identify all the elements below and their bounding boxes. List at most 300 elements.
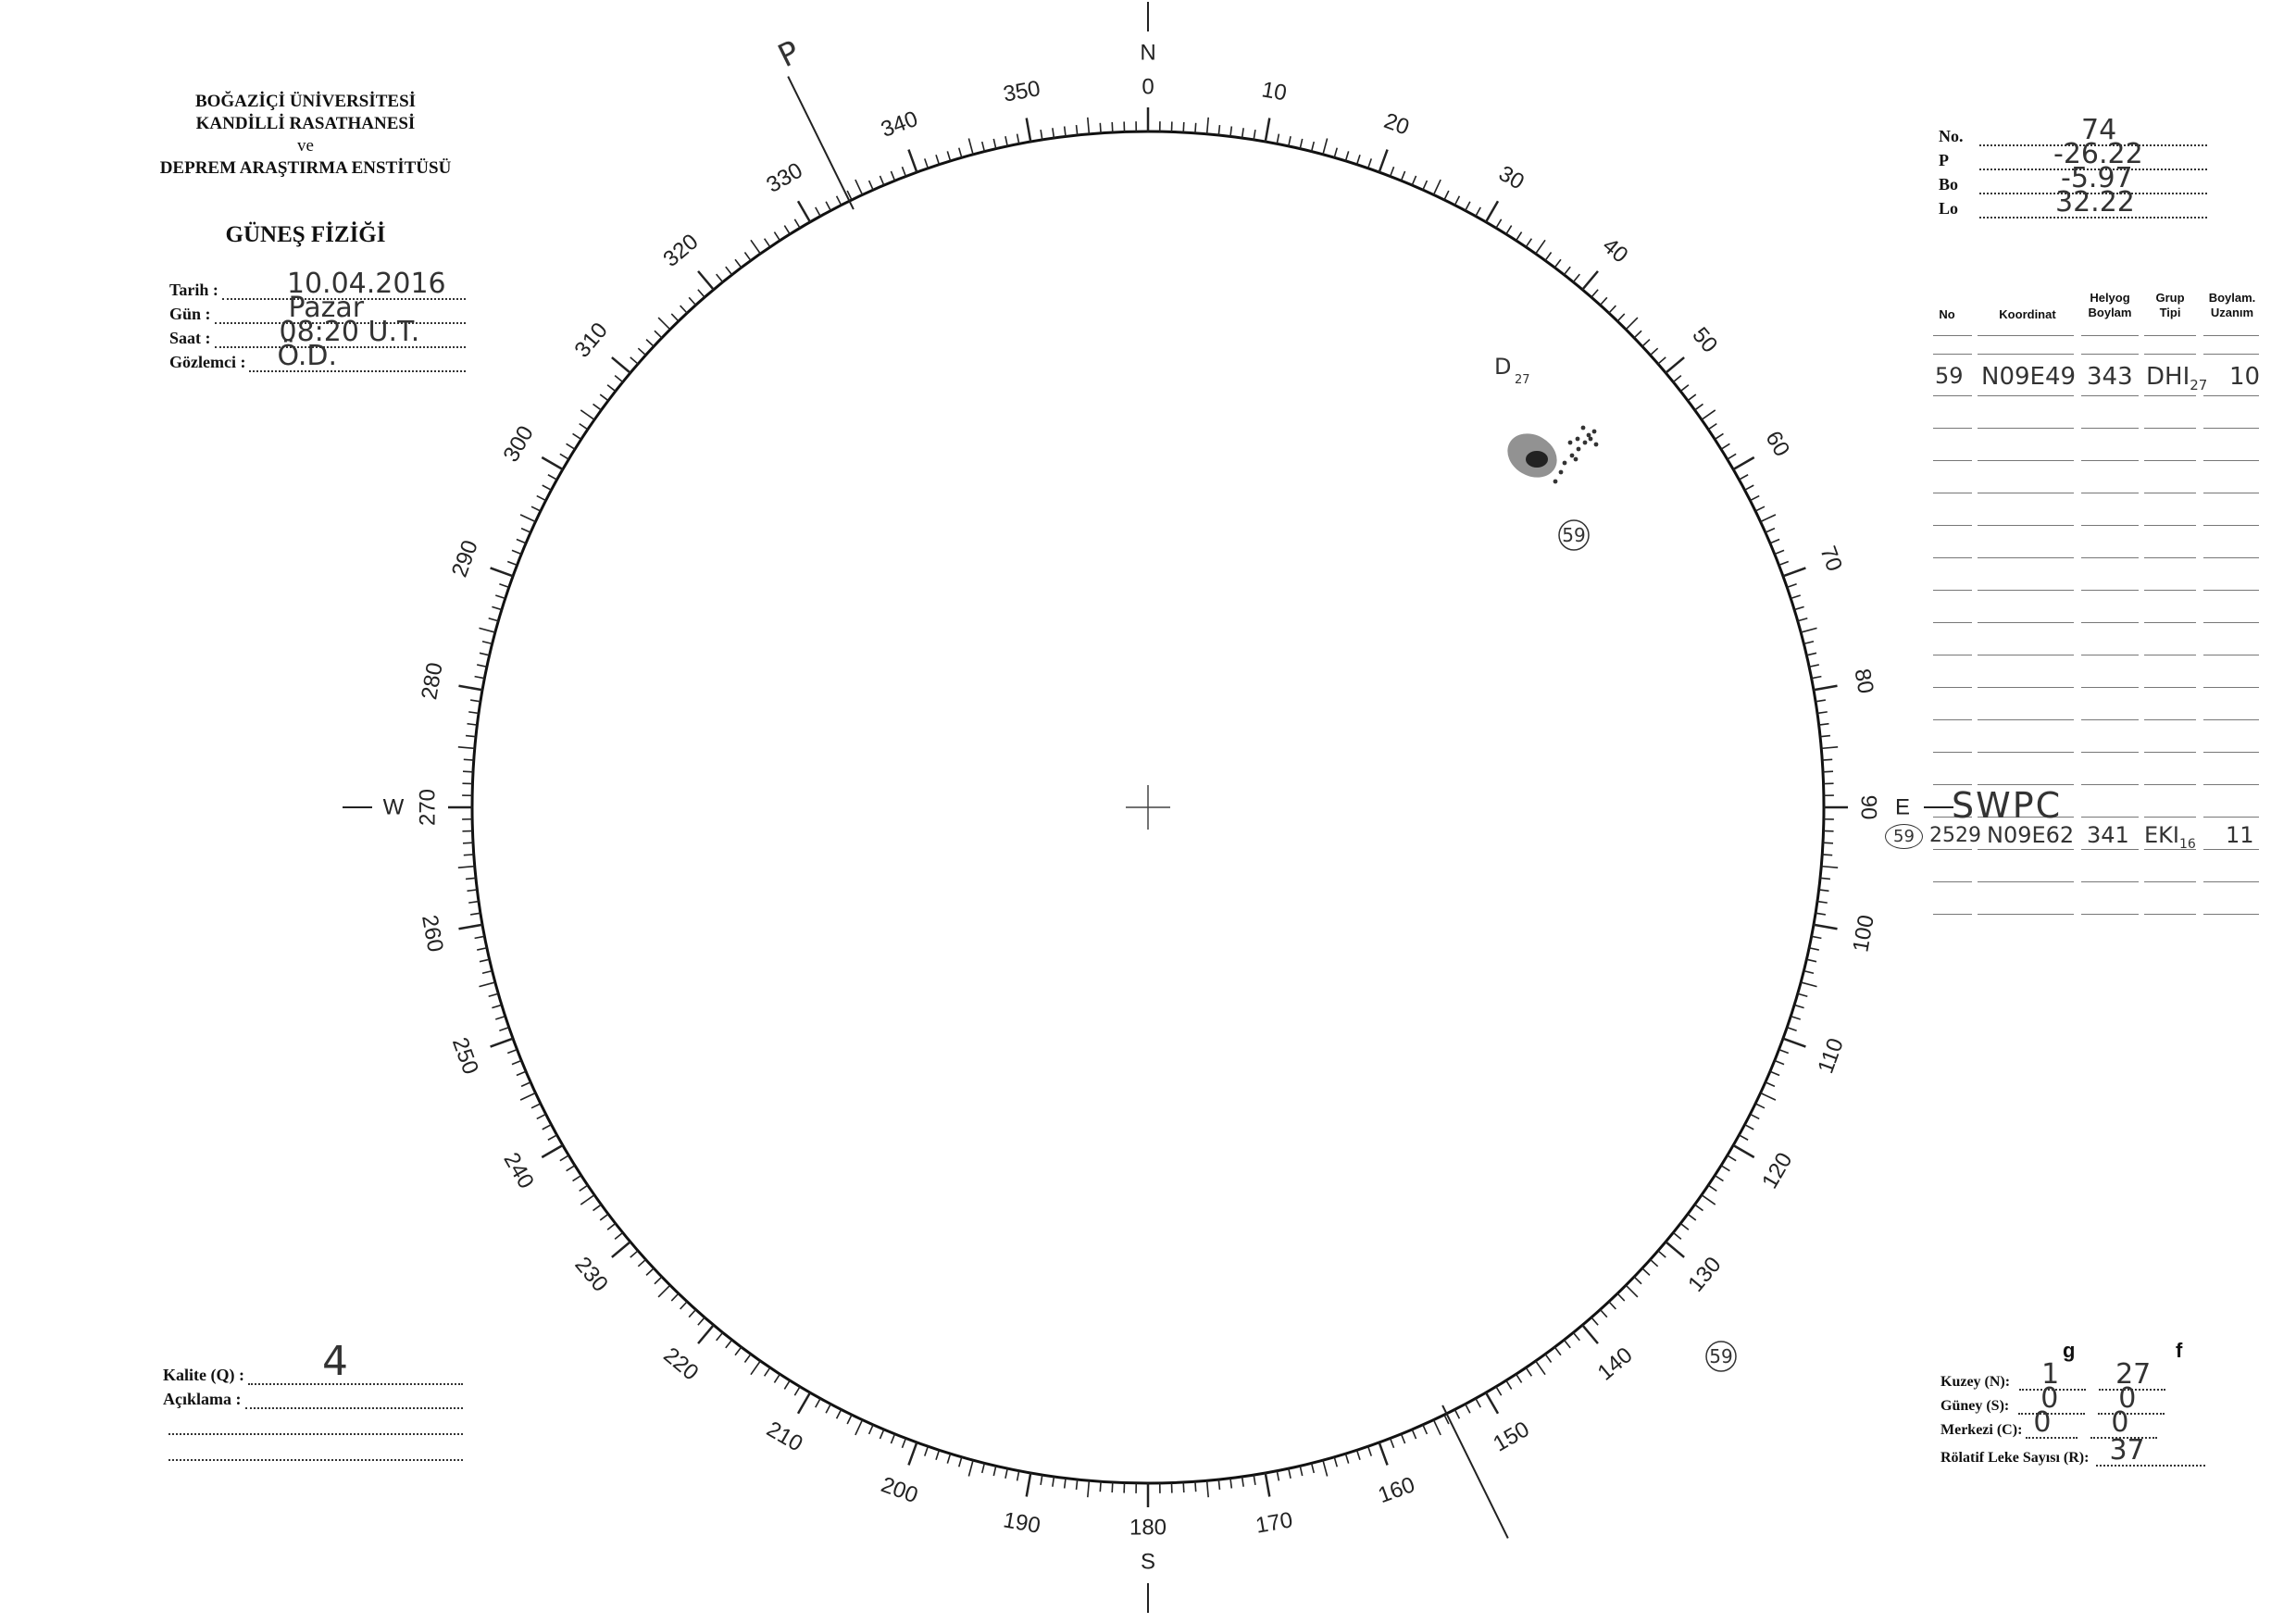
rolatif-value: 37	[2109, 1434, 2145, 1467]
limb-tick	[1715, 1176, 1723, 1181]
limb-tick	[520, 1093, 535, 1101]
limb-tick	[1088, 118, 1090, 134]
limb-tick	[1750, 1114, 1759, 1118]
limb-tick	[1702, 410, 1716, 419]
limb-tick	[1791, 1017, 1800, 1019]
limb-tick	[1609, 306, 1616, 313]
col-header-no: No	[1939, 307, 1955, 321]
degree-label: 50	[1687, 322, 1723, 358]
limb-tick	[1564, 267, 1570, 275]
limb-tick	[458, 925, 482, 930]
rolatif-label: Rölatif Leke Sayısı (R):	[1940, 1450, 2090, 1466]
limb-tick	[1819, 724, 1829, 725]
limb-tick	[726, 267, 732, 275]
limb-tick	[855, 180, 863, 194]
limb-tick	[1819, 890, 1829, 891]
limb-tick	[1379, 150, 1388, 172]
limb-tick	[1065, 1479, 1066, 1489]
sunspot-dot	[1563, 461, 1567, 466]
limb-tick	[1745, 485, 1754, 490]
limb-tick	[1041, 1475, 1042, 1485]
east-letter: E	[1894, 794, 1911, 820]
limb-tick	[1444, 191, 1449, 200]
limb-tick	[1230, 1479, 1231, 1489]
limb-tick	[794, 1387, 800, 1395]
limb-tick	[869, 181, 873, 190]
limb-tick	[891, 171, 894, 181]
limb-tick	[1761, 1093, 1776, 1101]
limb-tick	[593, 404, 602, 409]
limb-tick	[646, 1268, 654, 1276]
limb-tick	[837, 196, 842, 206]
limb-tick	[744, 253, 750, 261]
limb-tick	[735, 1347, 742, 1355]
limb-tick	[1088, 1480, 1090, 1497]
limb-tick	[1809, 665, 1819, 667]
institution-line-2: KANDİLLİ RASATHANESİ	[195, 114, 416, 133]
limb-tick	[968, 1460, 973, 1476]
limb-tick	[1526, 239, 1531, 247]
limb-tick	[680, 306, 688, 313]
limb-tick	[477, 665, 487, 667]
limb-tick	[468, 724, 478, 725]
limb-tick	[1289, 1468, 1291, 1479]
limb-tick	[499, 584, 508, 588]
limb-tick	[612, 1242, 630, 1257]
limb-tick	[615, 376, 623, 382]
row1-tip-sub: 27	[2190, 377, 2208, 394]
limb-tick	[1821, 867, 1838, 868]
limb-tick	[1207, 118, 1209, 134]
limb-tick	[593, 1205, 602, 1210]
limb-tick	[1582, 271, 1598, 290]
limb-tick	[1787, 1028, 1796, 1031]
limb-tick	[908, 150, 917, 172]
degree-label: 240	[498, 1148, 539, 1193]
limb-tick	[726, 1340, 732, 1348]
limb-tick	[1300, 1466, 1302, 1476]
sunspot-umbra	[1526, 451, 1548, 468]
swpc-row-koordinat: N09E62	[1987, 822, 2075, 848]
limb-tick	[1791, 595, 1800, 598]
limb-tick	[1027, 118, 1031, 142]
sunspot-dot	[1587, 433, 1591, 438]
limb-tick	[689, 297, 695, 305]
kalite-value: 4	[321, 1338, 348, 1385]
limb-tick	[1300, 139, 1302, 149]
limb-tick	[1516, 232, 1522, 241]
limb-tick	[480, 653, 490, 655]
lo-label: Lo	[1939, 199, 1959, 218]
degree-label: 70	[1815, 543, 1847, 575]
limb-tick	[1626, 1285, 1638, 1297]
limb-tick	[1755, 506, 1765, 511]
group-class-sub: 27	[1515, 373, 1530, 387]
limb-tick	[1476, 1398, 1480, 1407]
limb-tick	[468, 890, 478, 891]
limb-tick	[1017, 1471, 1019, 1481]
limb-tick	[689, 1309, 695, 1317]
kuzey-label: Kuzey (N):	[1940, 1374, 2011, 1390]
degree-label: 260	[417, 913, 448, 955]
limb-tick	[1634, 331, 1641, 338]
limb-tick	[560, 454, 568, 459]
limb-tick	[826, 202, 830, 211]
limb-tick	[495, 1017, 505, 1019]
limb-tick	[1323, 138, 1328, 154]
limb-tick	[784, 226, 790, 234]
limb-tick	[580, 424, 588, 430]
limb-tick	[600, 394, 608, 401]
limb-tick	[458, 747, 475, 749]
sunspot-dot	[1577, 447, 1581, 452]
limb-tick	[1564, 1340, 1570, 1348]
degree-label: 320	[658, 229, 704, 272]
axis-mark: P	[772, 33, 806, 76]
limb-tick	[1289, 136, 1291, 146]
limb-tick	[1434, 1420, 1441, 1435]
limb-tick	[698, 271, 714, 290]
degree-label: 350	[1001, 76, 1042, 107]
limb-tick	[959, 1457, 962, 1467]
limb-tick	[468, 902, 479, 904]
limb-tick	[630, 357, 638, 364]
limb-tick	[1266, 1473, 1270, 1497]
limb-tick	[1506, 1380, 1512, 1389]
limb-tick	[1658, 357, 1666, 364]
limb-tick	[774, 232, 780, 241]
limb-tick	[470, 700, 480, 702]
limb-tick	[1545, 1355, 1551, 1363]
limb-tick	[1666, 357, 1684, 373]
limb-tick	[463, 771, 473, 772]
limb-tick	[646, 340, 654, 347]
limb-tick	[1708, 424, 1716, 430]
limb-tick	[1821, 747, 1838, 749]
limb-tick	[1183, 1482, 1184, 1492]
degree-label: 170	[1254, 1507, 1295, 1539]
gozlemci-value: Ö.D.	[277, 340, 338, 372]
limb-tick	[520, 515, 535, 522]
degree-label: 250	[446, 1034, 483, 1078]
sunspot-dot	[1583, 441, 1588, 445]
limb-tick	[479, 628, 494, 632]
merkezi-g: 0	[2033, 1406, 2052, 1439]
tarih-label: Tarih :	[169, 281, 218, 299]
limb-tick	[698, 1325, 714, 1343]
limb-tick	[580, 1185, 588, 1191]
limb-tick	[1658, 1251, 1666, 1257]
limb-tick	[1715, 433, 1723, 439]
limb-tick	[1666, 1242, 1684, 1257]
sunspot-dot	[1570, 454, 1575, 458]
limb-tick	[475, 936, 485, 938]
limb-tick	[512, 1060, 521, 1064]
limb-tick	[1017, 134, 1019, 144]
limb-tick	[1816, 700, 1826, 702]
limb-tick	[1183, 122, 1184, 132]
limb-tick	[630, 1251, 638, 1257]
limb-tick	[847, 1415, 852, 1424]
saat-label: Saat :	[169, 329, 211, 347]
limb-tick	[1817, 902, 1828, 904]
limb-tick	[1721, 443, 1729, 449]
limb-tick	[1065, 127, 1066, 137]
limb-tick	[925, 1446, 929, 1455]
institution-line-1: BOĞAZİÇİ ÜNİVERSİTESİ	[194, 92, 417, 111]
limb-tick	[517, 1071, 526, 1075]
row1-koordinat: N09E49	[1981, 363, 2077, 391]
limb-tick	[1680, 1223, 1689, 1230]
limb-tick	[1798, 993, 1808, 996]
limb-tick	[580, 1195, 594, 1205]
limb-tick	[1312, 142, 1315, 152]
limb-tick	[482, 971, 493, 974]
limb-tick	[1005, 136, 1007, 146]
limb-tick	[1814, 925, 1838, 930]
sunspot-dot	[1559, 470, 1564, 475]
limb-tick	[959, 148, 962, 158]
limb-tick	[717, 274, 723, 282]
limb-tick	[1486, 1392, 1498, 1414]
limb-tick	[548, 1135, 557, 1140]
limb-tick	[573, 1176, 581, 1181]
degree-label: 20	[1380, 108, 1413, 141]
limb-tick	[1775, 550, 1784, 554]
limb-tick	[521, 1082, 530, 1086]
limb-tick	[1466, 1405, 1470, 1414]
degree-label: 230	[569, 1252, 613, 1297]
east-number: 90	[1855, 794, 1881, 820]
limb-tick	[798, 201, 810, 222]
swpc-row-tip-sub: 16	[2178, 836, 2196, 852]
limb-tick	[1573, 274, 1579, 282]
limb-tick	[1195, 1481, 1196, 1492]
degree-label: 290	[446, 537, 483, 581]
swpc-row-boylam: 341	[2087, 822, 2129, 848]
limb-tick	[1357, 1450, 1360, 1459]
limb-tick	[1345, 1454, 1348, 1464]
p-value: -26.22	[2053, 138, 2143, 170]
limb-tick	[880, 1429, 883, 1439]
limb-tick	[542, 457, 563, 469]
limb-tick	[1617, 314, 1625, 321]
limb-tick	[655, 1277, 662, 1284]
limb-tick	[982, 1463, 985, 1473]
limb-tick	[744, 1355, 750, 1363]
limb-tick	[492, 606, 502, 609]
row1-uzanim: 10	[2229, 363, 2261, 391]
degree-label: 40	[1597, 232, 1633, 268]
limb-tick	[1536, 1361, 1545, 1375]
limb-tick	[1277, 134, 1279, 144]
limb-tick	[1053, 128, 1054, 138]
limb-tick	[1721, 1166, 1729, 1171]
limb-tick	[1254, 130, 1255, 140]
limb-tick	[1783, 1039, 1805, 1047]
limb-tick	[499, 1028, 508, 1031]
limb-tick	[1506, 226, 1512, 234]
degree-label: 150	[1489, 1417, 1534, 1457]
kuzey-f: 27	[2115, 1358, 2152, 1391]
aciklama-label: Açıklama :	[163, 1390, 242, 1408]
degree-label: 210	[762, 1417, 807, 1457]
degree-label: 30	[1494, 160, 1529, 195]
guney-f: 0	[2118, 1382, 2137, 1415]
limb-tick	[1728, 1155, 1736, 1161]
limb-tick	[466, 878, 476, 879]
limb-tick	[1334, 1457, 1337, 1467]
limb-tick	[1195, 123, 1196, 133]
limb-tick	[1391, 167, 1394, 176]
group-class: D	[1494, 354, 1512, 380]
limb-tick	[798, 1392, 810, 1414]
f-header: f	[2176, 1339, 2183, 1362]
degree-label: 340	[878, 106, 921, 143]
limb-tick	[480, 959, 490, 961]
limb-tick	[1673, 376, 1681, 382]
limb-tick	[826, 1405, 830, 1414]
limb-tick	[1820, 736, 1830, 737]
limb-tick	[1814, 686, 1838, 691]
limb-tick	[1680, 385, 1689, 392]
limb-tick	[1466, 202, 1470, 211]
row1-boylam: 343	[2087, 363, 2133, 391]
limb-tick	[1801, 982, 1816, 987]
limb-tick	[1775, 1060, 1784, 1064]
degree-label: 300	[498, 421, 539, 467]
limb-tick	[1591, 290, 1598, 297]
limb-tick	[655, 331, 662, 338]
limb-tick	[542, 1145, 563, 1157]
limb-tick	[1817, 712, 1828, 714]
limb-tick	[638, 348, 645, 355]
limb-tick	[837, 1409, 842, 1418]
limb-tick	[543, 485, 552, 490]
limb-tick	[1112, 1482, 1113, 1492]
col-header-boylam-uzanim: Boylam. Uzanım	[2208, 291, 2256, 319]
limb-tick	[543, 1125, 552, 1130]
limb-tick	[1277, 1471, 1279, 1481]
limb-tick	[1242, 128, 1244, 138]
limb-tick	[458, 686, 482, 691]
degree-label: 130	[1683, 1252, 1727, 1297]
limb-tick	[1412, 176, 1416, 185]
limb-tick	[968, 138, 973, 154]
limb-tick	[1516, 1374, 1522, 1382]
north-number: 0	[1142, 74, 1154, 100]
rotation-axis-south	[1442, 1405, 1508, 1539]
limb-tick	[580, 410, 594, 419]
limb-tick	[1803, 971, 1814, 974]
limb-tick	[1401, 1434, 1404, 1443]
limb-tick	[1728, 454, 1736, 459]
limb-tick	[1545, 253, 1551, 261]
limb-tick	[1591, 1317, 1598, 1325]
limb-tick	[717, 1332, 723, 1341]
limb-tick	[735, 259, 742, 268]
limb-tick	[1816, 913, 1826, 915]
limb-tick	[1809, 948, 1819, 950]
limb-tick	[1412, 1429, 1416, 1439]
limb-tick	[671, 1293, 679, 1301]
limb-tick	[1634, 1277, 1641, 1284]
limb-tick	[548, 475, 557, 480]
limb-tick	[1650, 348, 1657, 355]
limb-tick	[1761, 515, 1776, 522]
limb-tick	[891, 1434, 894, 1443]
limb-tick	[1739, 1135, 1748, 1140]
limb-tick	[1041, 130, 1042, 140]
limb-tick	[1207, 1480, 1209, 1497]
limb-tick	[466, 736, 476, 737]
limb-tick	[1100, 1481, 1101, 1492]
swpc-row-tip-text: EKI	[2144, 822, 2179, 848]
limb-tick	[1755, 1104, 1765, 1108]
sunspot-dot	[1574, 457, 1578, 462]
limb-tick	[475, 677, 485, 679]
col-header-helyog-boylam: Helyog Boylam	[2088, 291, 2132, 319]
limb-tick	[1526, 1367, 1531, 1376]
limb-tick	[1650, 1259, 1657, 1266]
degree-label: 310	[569, 318, 613, 363]
limb-tick	[1266, 118, 1270, 142]
limb-tick	[936, 1450, 939, 1459]
limb-tick	[765, 1367, 770, 1376]
limb-tick	[1708, 1185, 1716, 1191]
limb-tick	[517, 539, 526, 543]
sunspot-dot	[1568, 441, 1573, 445]
limb-tick	[567, 443, 575, 449]
limb-tick	[947, 1454, 950, 1464]
swpc-row-noaa: 2529	[1929, 824, 1981, 847]
limb-tick	[1673, 1232, 1681, 1239]
swpc-label: SWPC	[1952, 785, 2063, 826]
limb-tick	[1554, 1347, 1561, 1355]
limb-tick	[1688, 394, 1696, 401]
limb-tick	[774, 1374, 780, 1382]
limb-tick	[512, 550, 521, 554]
limb-tick	[1454, 1409, 1459, 1418]
limb-tick	[869, 1425, 873, 1434]
limb-tick	[947, 151, 950, 161]
tarih-value: 10.04.2016	[286, 268, 446, 300]
limb-tick	[489, 618, 499, 621]
guney-label: Güney (S):	[1940, 1398, 2010, 1414]
row1-no: 59	[1935, 363, 1964, 389]
limb-tick	[1600, 297, 1606, 305]
limb-tick	[1798, 618, 1808, 621]
limb-tick	[607, 1223, 616, 1230]
limb-tick	[1617, 1293, 1625, 1301]
col-header-koordinat: Koordinat	[1999, 307, 2056, 321]
limb-tick	[507, 561, 517, 565]
limb-tick	[458, 867, 475, 868]
limb-tick	[698, 1317, 705, 1325]
limb-tick	[615, 1232, 623, 1239]
limb-tick	[1739, 475, 1748, 480]
limb-tick	[1536, 240, 1545, 254]
degree-label: 110	[1813, 1034, 1849, 1078]
limb-tick	[1496, 219, 1502, 228]
limb-tick	[855, 1420, 863, 1435]
limb-tick	[1454, 196, 1459, 206]
sunspot-dot	[1576, 437, 1580, 442]
degree-label: 160	[1375, 1472, 1418, 1509]
degree-label: 60	[1760, 427, 1795, 461]
limb-tick	[1218, 125, 1219, 135]
limb-tick	[902, 167, 905, 176]
